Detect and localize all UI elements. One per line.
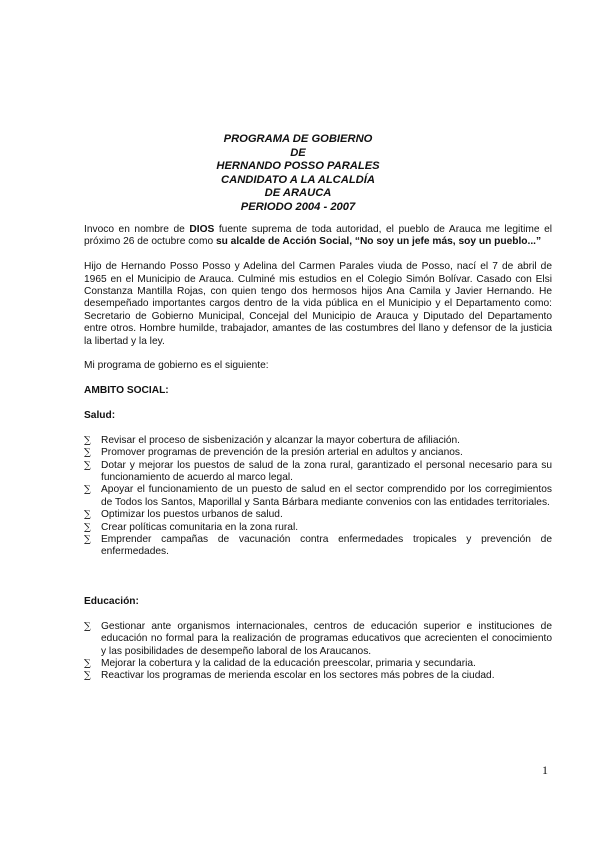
title-line: HERNANDO POSSO PARALES [216, 160, 380, 173]
title-line: DE ARAUCA [264, 187, 332, 200]
bullet-icon: ∑ [84, 521, 91, 533]
list-item: ∑ Mejorar la cobertura y la calidad de la educación preescolar, primaria y secundaria. [84, 658, 476, 670]
title-line: CANDIDATO A LA ALCALDÍA [221, 173, 375, 186]
list-item: ∑ Gestionar ante organismos internacionales, centros de educación superior e instituciones de educación no formal para la realización de programas educativos que acrecienten el conocimiento y las posibilidades de desempeño laboral de los Araucanos. [84, 620, 552, 657]
list-item: ∑ Crear políticas comunitaria en la zona rural. [84, 521, 299, 533]
dios-emphasis: DIOS [189, 224, 215, 235]
slogan: su alcalde de Acción Social, “No soy un jefe más, soy un pueblo...” [215, 236, 542, 248]
bullet-icon: ∑ [84, 620, 91, 632]
document-body [84, 224, 552, 683]
program-intro: Mi programa de gobierno es el siguiente: [84, 360, 269, 372]
bullet-icon: ∑ [84, 447, 91, 459]
bullet-icon: ∑ [84, 484, 91, 496]
bullet-icon: ∑ [84, 534, 91, 546]
list-item: ∑ Reactivar los programas de merienda escolar en los sectores más pobres de la ciudad. [84, 670, 495, 682]
salud-heading: Salud: [84, 410, 116, 422]
bullet-icon: ∑ [84, 434, 91, 446]
bullet-icon: ∑ [84, 670, 91, 682]
list-item: ∑ Promover programas de prevención de la presión arterial en adultos y ancianos. [84, 447, 463, 459]
educacion-heading: Educación: [84, 596, 139, 608]
bio-paragraph: Hijo de Hernando Posso Posso y Adelina del Carmen Parales viuda de Posso, nací el 7 de abril de 1965 en el Municipio de Arauca. Culminé mis estudios en el Colegio Simón Bolívar. Casado con Elsi Constanza Mantilla Rojas, con quien tengo dos hermosos hijos Ana Camila y Javier Hernando. He desempeñado importantes cargos dentro de la vida pública en el Municipio y el Departamento como: Secretario de Gobierno Municipal, Concejal del Municipio de Arauca y Diputado del Departamento entre otros. Hombre humilde, trabajador, amantes de las costumbres del llano y defensor de la justicia la libertad y la ley. [84, 261, 552, 347]
bullet-icon: ∑ [84, 459, 91, 471]
page-number: 1 [542, 763, 548, 777]
intro-paragraph: Invoco en nombre de DIOS fuente suprema de toda autoridad, el pueblo de Arauca me legitime el próximo 26 de octubre como su alcalde de Acción Social, “No soy un jefe más, soy un pueblo...” [84, 224, 552, 248]
document-title [0, 133, 596, 215]
title-line: PROGRAMA DE GOBIERNO [223, 133, 373, 145]
bullet-icon: ∑ [84, 658, 91, 670]
educacion-list [84, 621, 552, 683]
bullet-icon: ∑ [84, 509, 91, 521]
salud-list [84, 435, 552, 559]
list-item: ∑ Dotar y mejorar los puestos de salud de la zona rural, garantizado el personal necesario para su funcionamiento de acuerdo al marco legal. [84, 459, 552, 484]
list-item: ∑ Emprender campañas de vacunación contra enfermedades tropicales y prevención de enfermedades. [84, 534, 552, 558]
title-line: DE [290, 146, 306, 159]
section-heading: AMBITO SOCIAL: [84, 385, 169, 397]
list-item: ∑ Apoyar el funcionamiento de un puesto de salud en el sector comprendido por los corregimientos de Todos los Santos, Maporillal y Santa Bárbara mediante convenios con las entidades territoriales. [84, 484, 552, 508]
list-item: ∑ Optimizar los puestos urbanos de salud. [84, 509, 283, 521]
title-line: PERIODO 2004 - 2007 [240, 200, 356, 213]
list-item: ∑ Revisar el proceso de sisbenización y alcanzar la mayor cobertura de afiliación. [84, 434, 461, 446]
